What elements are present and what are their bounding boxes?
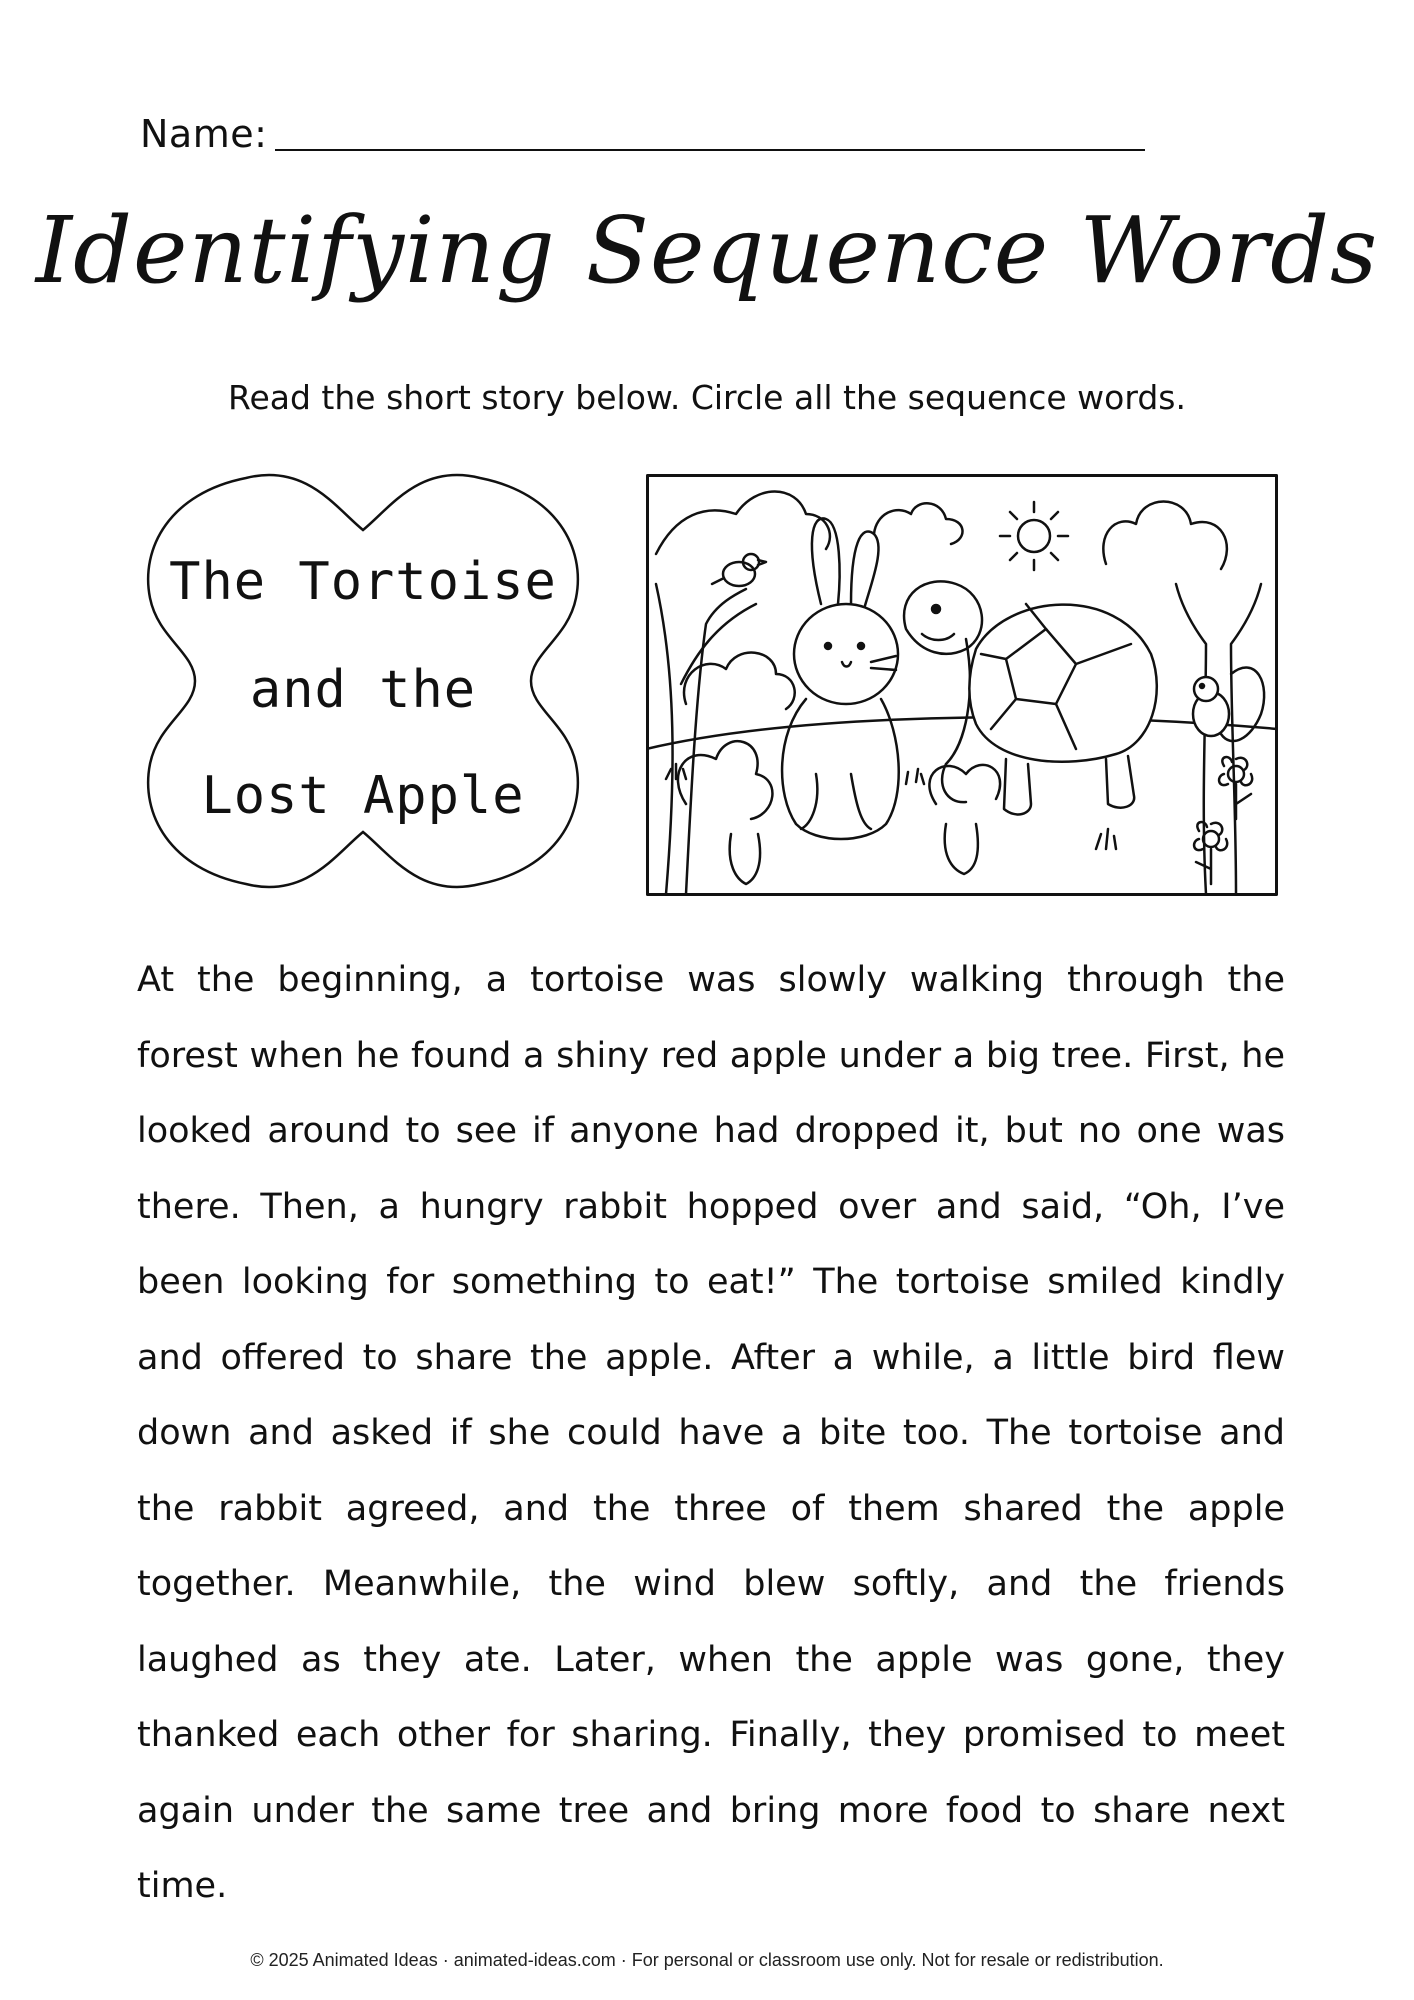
name-label: Name: — [140, 112, 268, 156]
story-title-line-2: and the — [249, 660, 477, 720]
name-field[interactable] — [140, 112, 1145, 156]
story-title-badge — [136, 468, 590, 894]
story-title-line-3: Lost Apple — [201, 766, 525, 826]
instructions: Read the short story below. Circle all the sequence words. — [228, 378, 1186, 417]
story-paragraph: At the beginning, a tortoise was slowly walking through the forest when he found a shiny red apple under a big tree. First, he looked around to see if anyone had dropped it, but no one was there. Then, a hungry rabbit hopped over and said, “Oh, I’ve been looking for something to eat!” The tortoise smiled kindly and offered to share the apple. After a while, a little bird flew down and asked if she could have a bite too. The tortoise and the rabbit agreed, and the three of them shared the apple together. Meanwhile, the wind blew softly, and the friends laughed as they ate. Later, when the apple was gone, they thanked each other for sharing. Finally, they promised to meet again under the same tree and bring more food to share next time. — [137, 960, 1285, 1906]
forest-scene-illustration — [646, 474, 1278, 896]
copyright-footer: © 2025 Animated Ideas · animated-ideas.com · For personal or classroom use only. Not for resale or redistribution. — [250, 1950, 1164, 1970]
name-blank-line[interactable] — [275, 147, 1145, 151]
page-title: Identifying Sequence Words — [35, 197, 1379, 304]
story-title-line-1: The Tortoise — [169, 552, 557, 612]
